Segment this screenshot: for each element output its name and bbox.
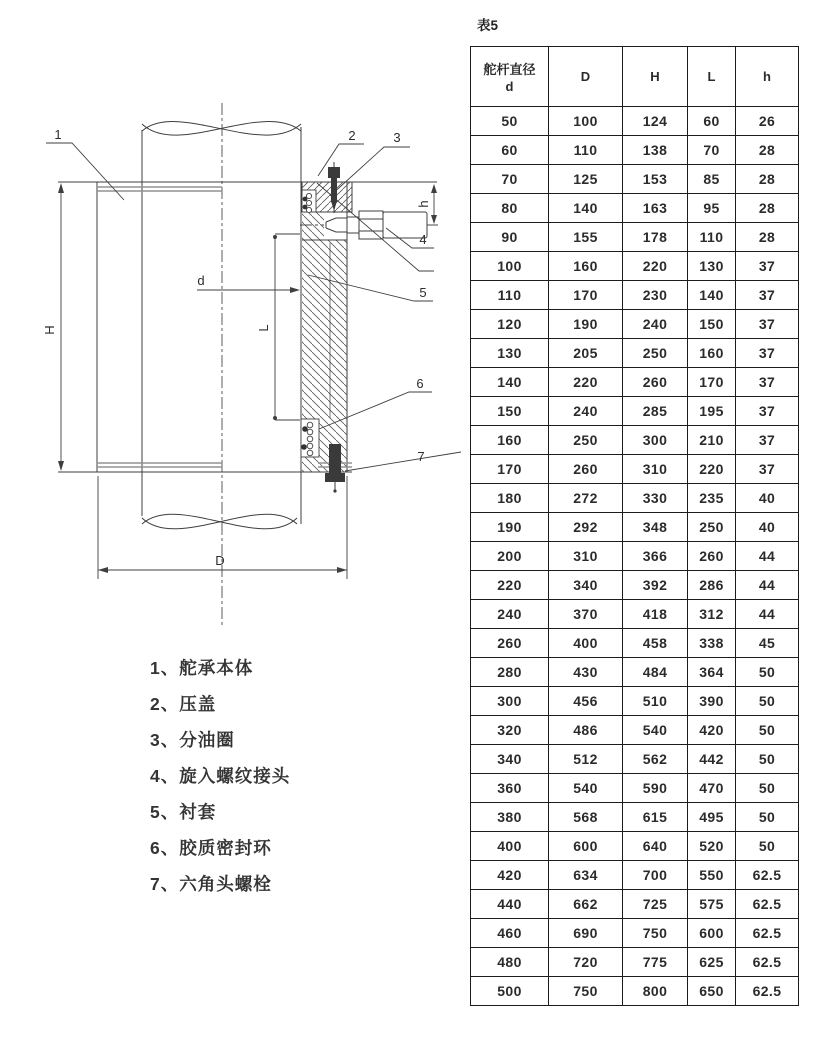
table-cell: 418 [623,600,688,629]
table-cell: 458 [623,629,688,658]
table-cell: 285 [623,397,688,426]
callout-5: 5 [419,285,427,300]
table-cell: 690 [549,919,623,948]
table-row [471,571,799,600]
table-cell: 50 [736,716,799,745]
table-cell: 460 [471,919,549,948]
dimension-lines [61,185,434,579]
table-cell: 70 [471,165,549,194]
dim-label-L: L [256,324,271,332]
housing-face-bands [97,187,222,467]
table-cell: 338 [688,629,736,658]
table-cell: 550 [688,861,736,890]
table-cell: 380 [471,803,549,832]
table-cell: 470 [688,774,736,803]
table-cell: 50 [736,745,799,774]
table-cell: 170 [471,455,549,484]
table-row [471,107,799,136]
table-cell: 37 [736,426,799,455]
table-row [471,513,799,542]
table-row [471,658,799,687]
table-cell: 140 [471,368,549,397]
table-cell: 260 [471,629,549,658]
table-cell: 50 [736,687,799,716]
table-cell: 110 [471,281,549,310]
table-cell: 540 [623,716,688,745]
table-row [471,339,799,368]
table-row [471,861,799,890]
table-cell: 44 [736,600,799,629]
table-cell: 575 [688,890,736,919]
spec-table [470,46,799,1006]
table-cell: 300 [471,687,549,716]
table-cell: 286 [688,571,736,600]
table-cell: 100 [471,252,549,281]
table-cell: 37 [736,339,799,368]
callout-6: 6 [416,376,424,391]
dimension-arrows [58,183,437,573]
table-cell: 160 [471,426,549,455]
table-cell: 250 [549,426,623,455]
table-row [471,194,799,223]
table-cell: 625 [688,948,736,977]
table-cell: 130 [688,252,736,281]
table-cell: 486 [549,716,623,745]
table-cell: 348 [623,513,688,542]
table-cell: 50 [471,107,549,136]
table-row [471,774,799,803]
table-cell: 390 [688,687,736,716]
table-cell: 240 [549,397,623,426]
table-cell: 44 [736,542,799,571]
table-cell: 280 [471,658,549,687]
table-cell: 240 [623,310,688,339]
callout-3: 3 [393,130,401,145]
leader-lines [46,143,461,471]
table-cell: 220 [623,252,688,281]
table-cell: 85 [688,165,736,194]
table-cell: 495 [688,803,736,832]
table-cell: 725 [623,890,688,919]
table-cell: 140 [688,281,736,310]
table-cell: 50 [736,774,799,803]
table-cell: 110 [688,223,736,252]
col-header-h: h [736,47,799,107]
col-header-H: H [623,47,688,107]
table-row [471,919,799,948]
table-cell: 28 [736,194,799,223]
table-cell: 190 [471,513,549,542]
table-cell: 600 [549,832,623,861]
table-cell: 70 [688,136,736,165]
table-cell: 250 [623,339,688,368]
legend-item-5: 5、衬套 [150,802,217,822]
table-cell: 62.5 [736,977,799,1006]
parts-legend [150,650,290,902]
table-cell: 300 [623,426,688,455]
table-cell: 720 [549,948,623,977]
table-row [471,368,799,397]
header-row [471,47,799,107]
table-row [471,716,799,745]
table-cell: 442 [688,745,736,774]
table-cell: 150 [688,310,736,339]
table-cell: 195 [688,397,736,426]
table-row [471,426,799,455]
table-cell: 230 [623,281,688,310]
table-cell: 510 [623,687,688,716]
table-cell: 205 [549,339,623,368]
table-cell: 160 [688,339,736,368]
col-header-L: L [688,47,736,107]
dim-label-d: d [197,273,205,288]
table-cell: 210 [688,426,736,455]
table-cell: 44 [736,571,799,600]
table-cell: 60 [688,107,736,136]
table-cell: 590 [623,774,688,803]
table-cell: 100 [549,107,623,136]
table-cell: 160 [549,252,623,281]
gland [302,182,352,213]
table-cell: 600 [688,919,736,948]
dimension-labels [42,200,431,568]
table-cell: 480 [471,948,549,977]
table-cell: 400 [471,832,549,861]
table-cell: 80 [471,194,549,223]
table-cell: 50 [736,832,799,861]
table-cell: 650 [688,977,736,1006]
table-cell: 140 [549,194,623,223]
table-cell: 220 [471,571,549,600]
seal-rings [301,419,319,457]
legend-item-6: 6、胶质密封环 [150,838,272,858]
table-cell: 37 [736,252,799,281]
table-cell: 750 [623,919,688,948]
table-row [471,687,799,716]
table-row [471,600,799,629]
table-cell: 512 [549,745,623,774]
table-cell: 320 [471,716,549,745]
table-cell: 62.5 [736,948,799,977]
table-cell: 440 [471,890,549,919]
table-cell: 235 [688,484,736,513]
table-cell: 568 [549,803,623,832]
table-row [471,165,799,194]
table-cell: 178 [623,223,688,252]
table-cell: 562 [623,745,688,774]
table-cell: 250 [688,513,736,542]
callout-numbers [54,127,426,464]
table-cell: 364 [688,658,736,687]
table-cell: 180 [471,484,549,513]
legend-item-1: 1、舵承本体 [150,658,254,678]
table-cell: 484 [623,658,688,687]
table-row [471,455,799,484]
table-cell: 60 [471,136,549,165]
table-row [471,890,799,919]
table-cell: 310 [549,542,623,571]
table-cell: 800 [623,977,688,1006]
table-cell: 150 [471,397,549,426]
packing-seal [303,205,308,210]
table-cell: 124 [623,107,688,136]
callout-2: 2 [348,128,356,143]
table-cell: 50 [736,658,799,687]
col-header-rudder-diameter-text: 舵杆直径 [483,62,536,77]
table-cell: 392 [623,571,688,600]
table-cell: 125 [549,165,623,194]
table-cell: 37 [736,397,799,426]
table-cell: 190 [549,310,623,339]
table-cell: 340 [471,745,549,774]
table-cell: 45 [736,629,799,658]
table-cell: 138 [623,136,688,165]
table-cell: 456 [549,687,623,716]
table-cell: 272 [549,484,623,513]
table-cell: 634 [549,861,623,890]
table-cell: 130 [471,339,549,368]
table-cell: 153 [623,165,688,194]
table-cell: 366 [623,542,688,571]
callout-4: 4 [419,232,427,247]
table-cell: 360 [471,774,549,803]
table-row [471,948,799,977]
technical-drawing [0,0,470,650]
table-cell: 260 [549,455,623,484]
table-cell: 26 [736,107,799,136]
dim-label-D: D [215,553,225,568]
table-cell: 200 [471,542,549,571]
legend-item-4: 4、旋入螺纹接头 [150,766,291,786]
table-cell: 662 [549,890,623,919]
callout-7: 7 [417,449,425,464]
table-cell: 28 [736,136,799,165]
packing-seal [303,197,308,202]
table-cell: 312 [688,600,736,629]
table-cell: 330 [623,484,688,513]
table-cell: 420 [471,861,549,890]
table-cell: 260 [688,542,736,571]
table-cell: 700 [623,861,688,890]
col-header-D: D [549,47,623,107]
table-cell: 37 [736,368,799,397]
table-cell: 615 [623,803,688,832]
dim-label-H: H [42,325,57,335]
table-cell: 370 [549,600,623,629]
table-cell: 28 [736,223,799,252]
table-cell: 310 [623,455,688,484]
table-cell: 90 [471,223,549,252]
table-cell: 155 [549,223,623,252]
table-cell: 37 [736,281,799,310]
legend-item-2: 2、压盖 [150,694,217,714]
table-row [471,252,799,281]
table-cell: 40 [736,513,799,542]
table-cell: 640 [623,832,688,861]
table-cell: 420 [688,716,736,745]
table-row [471,397,799,426]
legend-item-3: 3、分油圈 [150,730,235,750]
table-cell: 292 [549,513,623,542]
table-cell: 62.5 [736,919,799,948]
table-cell: 37 [736,310,799,339]
table-cell: 120 [471,310,549,339]
dim-label-h: h [416,200,431,208]
table-cell: 400 [549,629,623,658]
col-header-d-symbol: d [505,79,514,94]
table-cell: 260 [623,368,688,397]
table-cell: 220 [549,368,623,397]
table-row [471,977,799,1006]
table-cell: 50 [736,803,799,832]
table-cell: 775 [623,948,688,977]
table-title: 表5 [477,18,499,33]
table-row [471,136,799,165]
table-cell: 540 [549,774,623,803]
table-cell: 110 [549,136,623,165]
table-cell: 340 [549,571,623,600]
table-row [471,629,799,658]
table-cell: 62.5 [736,861,799,890]
table-cell: 520 [688,832,736,861]
table-body [471,107,799,1006]
table-cell: 40 [736,484,799,513]
col-header-rudder-diameter [471,47,549,107]
table-row [471,223,799,252]
table-row [471,745,799,774]
table-cell: 62.5 [736,890,799,919]
table-cell: 170 [688,368,736,397]
table-row [471,310,799,339]
table-cell: 170 [549,281,623,310]
table-cell: 37 [736,455,799,484]
table-cell: 500 [471,977,549,1006]
callout-1: 1 [54,127,62,142]
table-row [471,281,799,310]
table-row [471,542,799,571]
table-row [471,832,799,861]
table-row [471,484,799,513]
table-cell: 28 [736,165,799,194]
table-cell: 750 [549,977,623,1006]
legend-item-7: 7、六角头螺栓 [150,874,272,894]
table-cell: 95 [688,194,736,223]
rudder-stock [142,122,301,529]
table-cell: 430 [549,658,623,687]
table-cell: 220 [688,455,736,484]
table-cell: 240 [471,600,549,629]
table-cell: 163 [623,194,688,223]
table-row [471,803,799,832]
